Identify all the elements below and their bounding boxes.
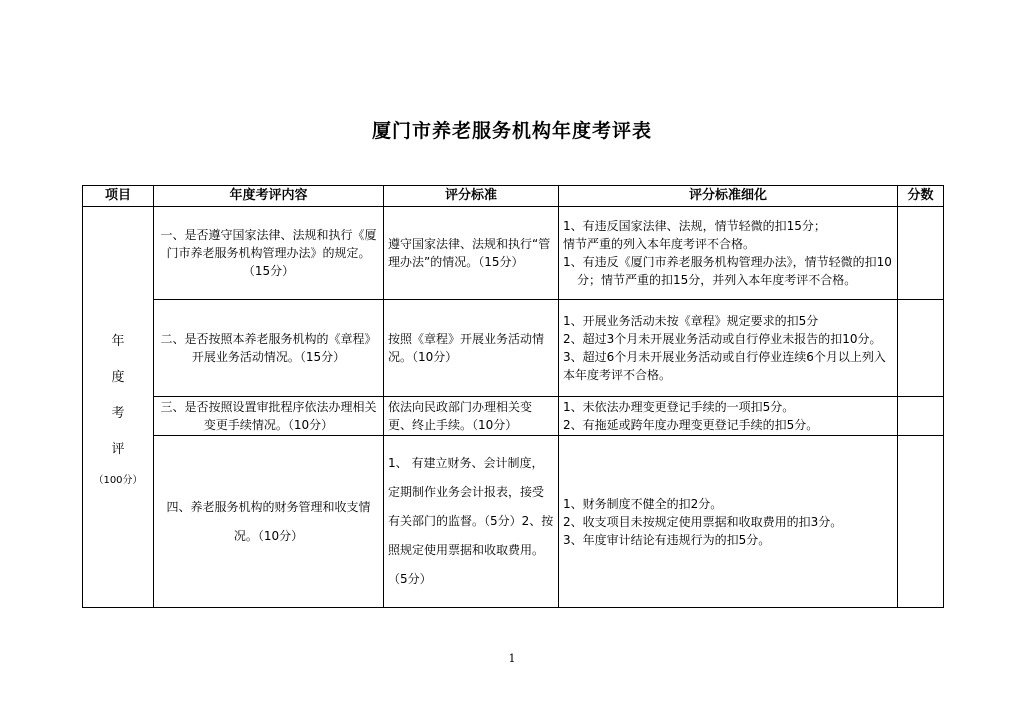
header-item: 项目 [83, 186, 154, 207]
score-cell [898, 207, 944, 300]
content-cell: 四、养老服务机构的财务管理和收支情况。（10分） [154, 436, 384, 608]
standard-cell: 遵守国家法律、法规和执行“管理办法”的情况。（15分） [384, 207, 559, 300]
category-cell [83, 207, 154, 608]
detail-line: 1、开展业务活动未按《章程》规定要求的扣5分 [563, 314, 819, 328]
detail-line: 情节严重的列入本年度考评不合格。 [563, 237, 756, 251]
table-row [83, 300, 944, 397]
details-cell [559, 436, 898, 608]
details-cell [559, 397, 898, 436]
header-standard: 评分标准 [384, 186, 559, 207]
table-row [83, 397, 944, 436]
detail-line: 2、收支项目未按规定使用票据和收取费用的扣3分。 [563, 514, 843, 529]
table-row [83, 207, 944, 300]
detail-line: 1、有违反国家法律、法规，情节轻微的扣15分； [563, 219, 826, 233]
content-cell: 二、是否按照本养老服务机构的《章程》开展业务活动情况。（15分） [154, 300, 384, 397]
header-score: 分数 [898, 186, 944, 207]
header-details: 评分标准细化 [559, 186, 898, 207]
header-content: 年度考评内容 [154, 186, 384, 207]
content-cell: 一、是否遵守国家法律、法规和执行《厦门市养老服务机构管理办法》的规定。（15分） [154, 207, 384, 300]
details-cell [559, 207, 898, 300]
table-row [83, 436, 944, 608]
score-cell [898, 436, 944, 608]
details-cell [559, 300, 898, 397]
category-char: 评 [111, 442, 125, 457]
standard-cell: 依法向民政部门办理相关变更、终止手续。（10分） [384, 397, 559, 436]
detail-line: 3、超过6个月未开展业务活动或自行停业连续6个月以上列入本年度考评不合格。 [563, 350, 886, 382]
page-title: 厦门市养老服务机构年度考评表 [371, 120, 652, 142]
standard-cell: 1、 有建立财务、会计制度，定期制作业务会计报表，接受有关部门的监督。（5分）2、按照规定使用票据和收取费用。（5分） [384, 436, 559, 608]
detail-line: 3、年度审计结论有违规行为的扣5分。 [563, 532, 771, 547]
table-header-row [83, 186, 944, 207]
category-char: 度 [111, 370, 125, 385]
score-cell [898, 300, 944, 397]
standard-cell: 按照《章程》开展业务活动情况。（10分） [384, 300, 559, 397]
score-cell [898, 397, 944, 436]
category-score: （100分） [93, 475, 143, 486]
category-char: 考 [111, 406, 125, 421]
detail-line: 1、未依法办理变更登记手续的一项扣5分。 [563, 400, 795, 414]
category-char: 年 [111, 334, 125, 349]
detail-line: 1、有违反《厦门市养老服务机构管理办法》，情节轻微的扣10分；情节严重的扣15分，并列入本年度考评不合格。 [563, 255, 892, 287]
evaluation-table [82, 185, 944, 608]
page-number: 1 [508, 652, 516, 665]
detail-line: 1、财务制度不健全的扣2分。 [563, 496, 723, 511]
detail-line: 2、有拖延或跨年度办理变更登记手续的扣5分。 [563, 418, 819, 432]
detail-line: 2、超过3个月未开展业务活动或自行停业未报告的扣10分。 [563, 332, 882, 346]
content-cell: 三、是否按照设置审批程序依法办理相关变更手续情况。（10分） [154, 397, 384, 436]
